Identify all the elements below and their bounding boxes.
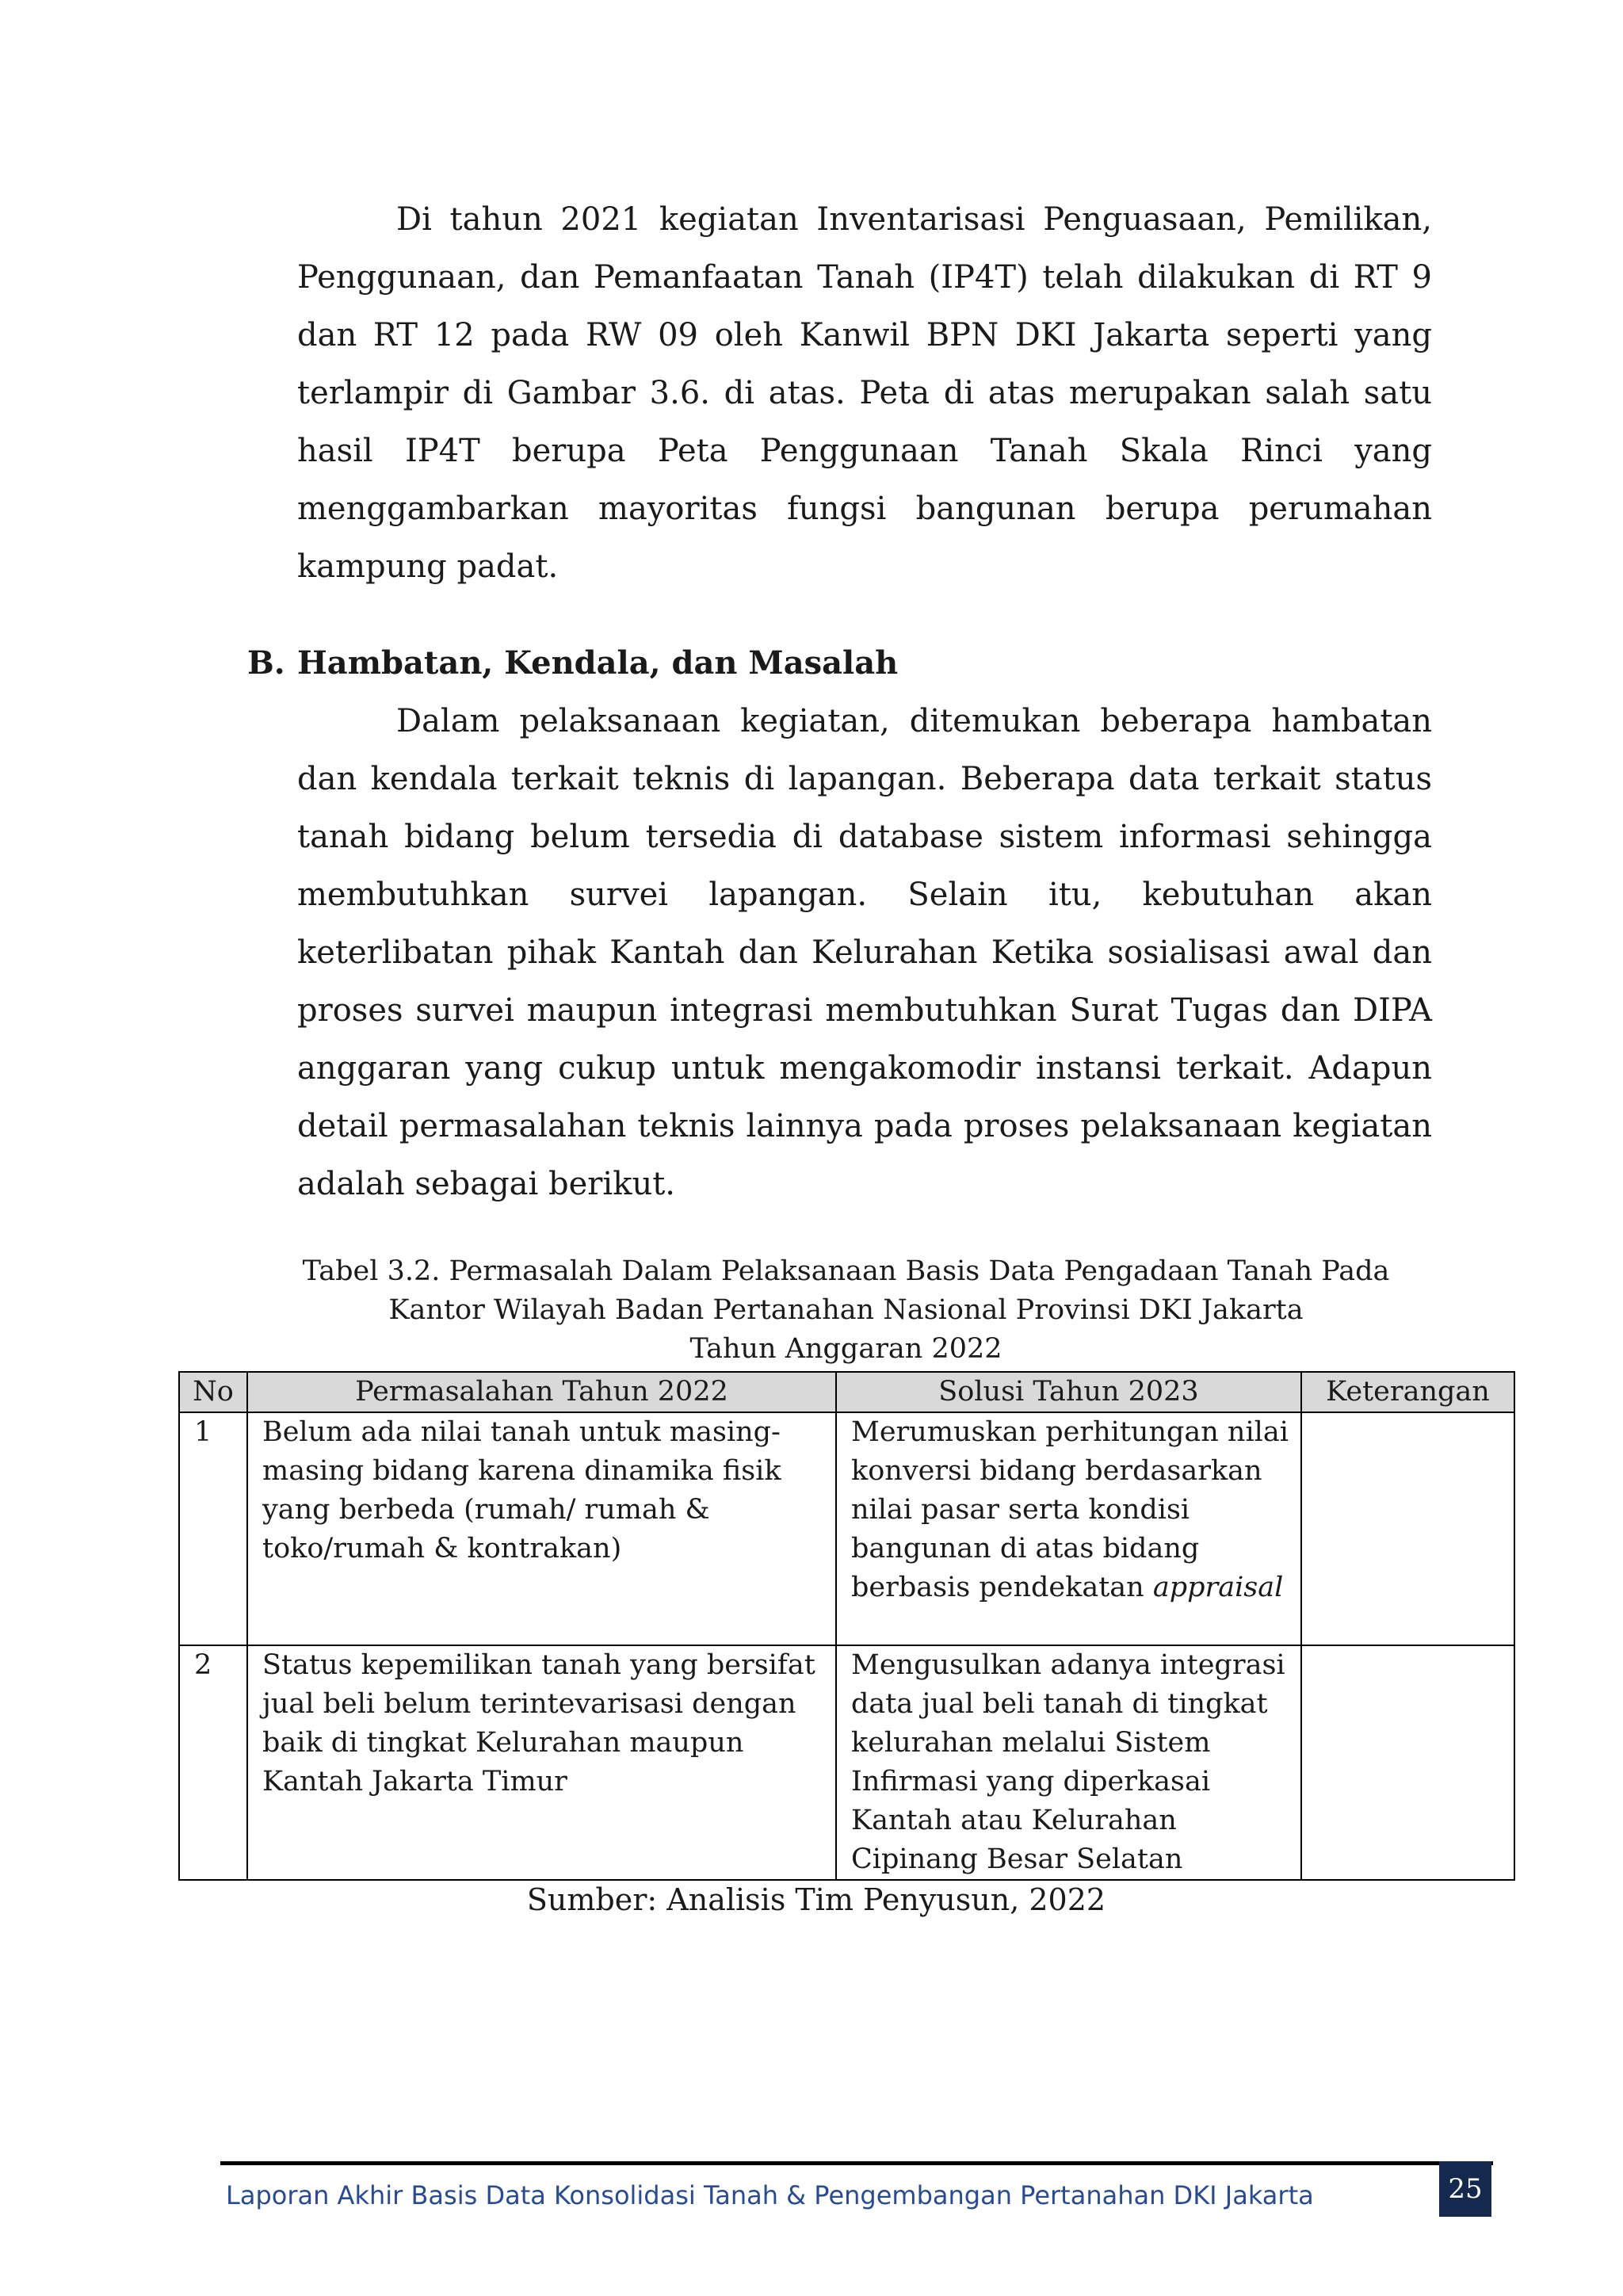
section-title: Hambatan, Kendala, dan Masalah (297, 644, 899, 682)
row-no: 1 (179, 1412, 247, 1645)
header-note: Keterangan (1301, 1372, 1514, 1412)
table-header-row (179, 1372, 1514, 1412)
footer-divider (220, 2161, 1493, 2165)
row-solution (836, 1645, 1301, 1880)
solution-italic-term: appraisal (1152, 1572, 1284, 1603)
caption-line: Tahun Anggaran 2022 (689, 1333, 1002, 1365)
row-solution (836, 1412, 1301, 1645)
table-caption (178, 1252, 1514, 1369)
body-paragraph: Di tahun 2021 kegiatan Inventarisasi Penguasaan, Pemilikan, Penggunaan, dan Pemanfaatan Tanah (IP4T) telah dilakukan di RT 9 dan RT 12 pada RW 09 oleh Kanwil BPN DKI Jakarta seperti yang terlampir di Gambar 3.6. di atas. Peta di atas merupakan salah satu hasil IP4T berupa Peta Penggunaan Tanah Skala Rinci yang menggambarkan mayoritas fungsi bangunan berupa perumahan kampung padat. (297, 201, 1432, 585)
caption-line: Tabel 3.2. Permasalah Dalam Pelaksanaan Basis Data Pengadaan Tanah Pada (302, 1255, 1390, 1287)
solution-text: Merumuskan perhitungan nilai konversi bidang berdasarkan nilai pasar serta kondisi bangunan di atas bidang berbasis pendekatan (851, 1416, 1289, 1603)
solution-text: Mengusulkan adanya integrasi data jual beli tanah di tingkat kelurahan melalui Sistem Infirmasi yang diperkasai Kantah atau Kelurahan Cipinang Besar Selatan (851, 1649, 1285, 1875)
row-problem: Belum ada nilai tanah untuk masing-masing bidang karena dinamika fisik yang berbeda (rumah/ rumah & toko/rumah & kontrakan) (247, 1412, 836, 1645)
row-note (1301, 1645, 1514, 1880)
header-solution: Solusi Tahun 2023 (836, 1372, 1301, 1412)
row-note (1301, 1412, 1514, 1645)
section-paragraph: Dalam pelaksanaan kegiatan, ditemukan beberapa hambatan dan kendala terkait teknis di lapangan. Beberapa data terkait status tanah bidang belum tersedia di database sistem informasi sehingga membutuhkan survei lapangan. Selain itu, kebutuhan akan keterlibatan pihak Kantah dan Kelurahan Ketika sosialisasi awal dan proses survei maupun integrasi membutuhkan Surat Tugas dan DIPA anggaran yang cukup untuk mengakomodir instansi terkait. Adapun detail permasalahan teknis lainnya pada proses pelaksanaan kegiatan adalah sebagai berikut. (297, 703, 1432, 1202)
header-no: No (179, 1372, 247, 1412)
page-number: 25 (1439, 2161, 1491, 2217)
section-letter: B. (247, 644, 285, 682)
table-source: Sumber: Analisis Tim Penyusun, 2022 (526, 1882, 1106, 1917)
problems-table (178, 1371, 1515, 1881)
footer-title: Laporan Akhir Basis Data Konsolidasi Tanah & Pengembangan Pertanahan DKI Jakarta (226, 2180, 1314, 2210)
section-heading (247, 634, 898, 692)
row-no: 2 (179, 1645, 247, 1880)
table-row (179, 1645, 1514, 1880)
header-problem: Permasalahan Tahun 2022 (247, 1372, 836, 1412)
row-problem: Status kepemilikan tanah yang bersifat jual beli belum terintevarisasi dengan baik di tingkat Kelurahan maupun Kantah Jakarta Timur (247, 1645, 836, 1880)
table-row (179, 1412, 1514, 1645)
caption-line: Kantor Wilayah Badan Pertanahan Nasional Provinsi DKI Jakarta (388, 1294, 1304, 1326)
